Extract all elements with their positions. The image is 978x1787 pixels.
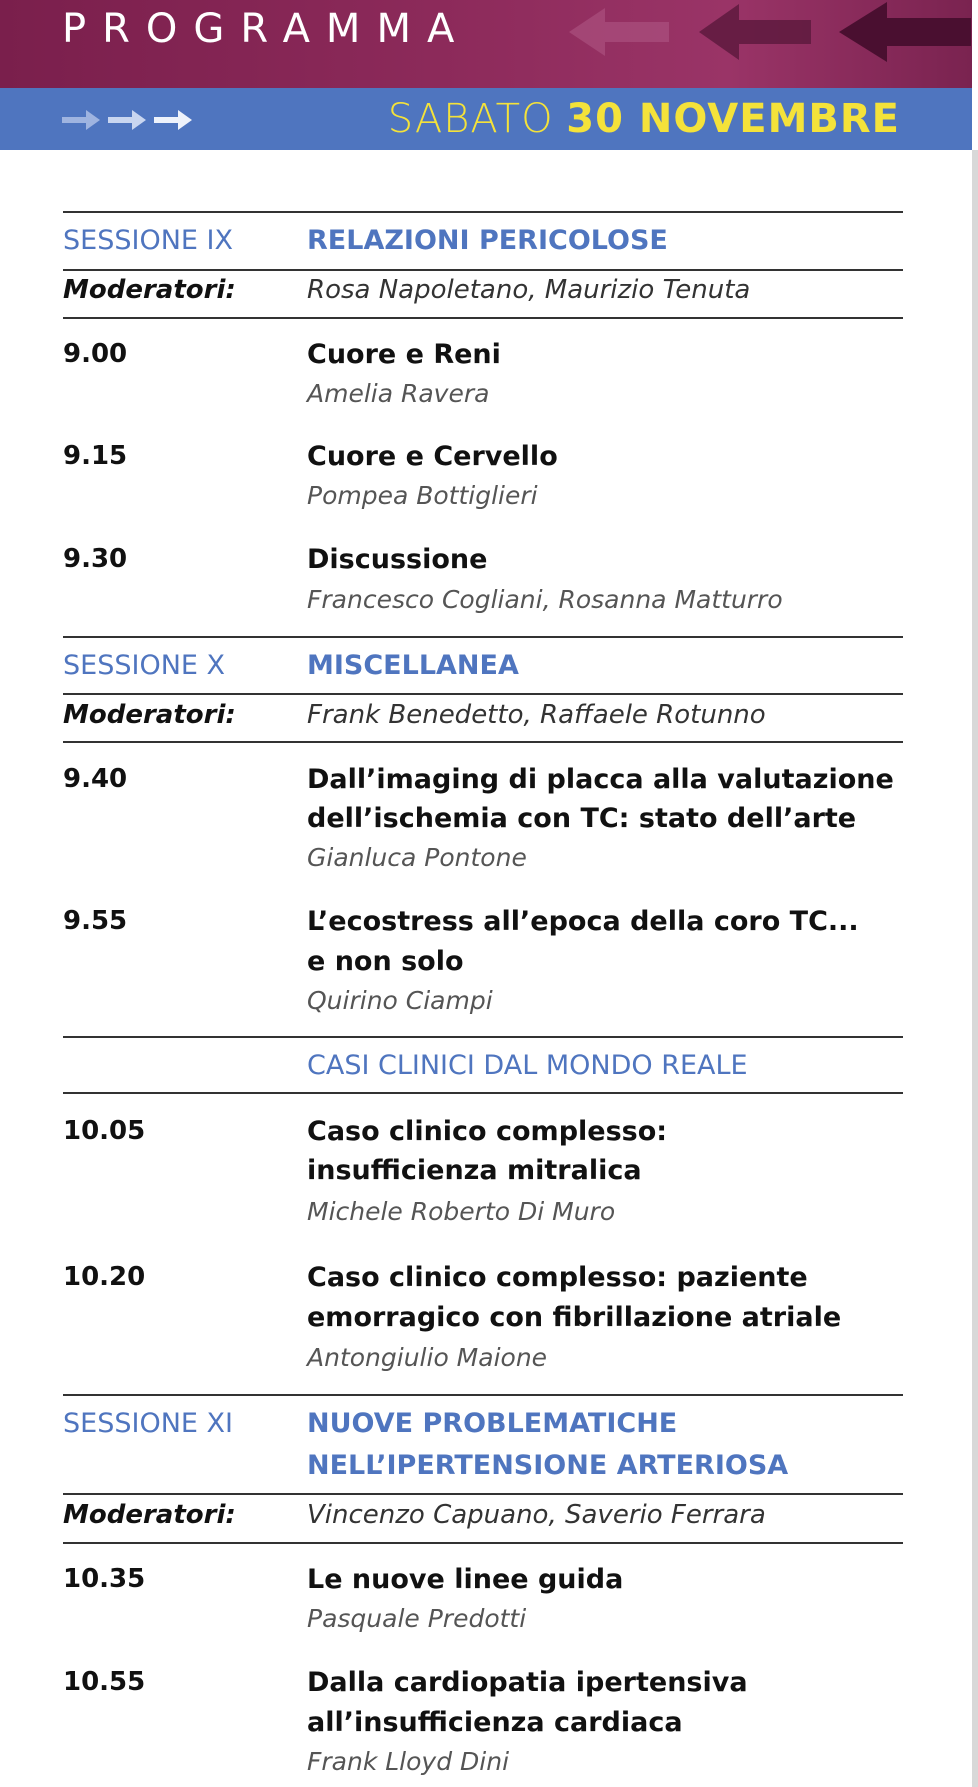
arrow-left-icon: [565, 0, 675, 88]
talk-speaker: Francesco Cogliani, Rosanna Matturro: [307, 585, 783, 614]
date-label: [388, 96, 900, 142]
moderators-names: Vincenzo Capuano, Saverio Ferrara: [307, 1500, 766, 1530]
talk-time: 9.40: [63, 764, 128, 794]
talk-time: 9.55: [63, 906, 128, 936]
session-title: NELL’IPERTENSIONE ARTERIOSA: [307, 1450, 789, 1481]
divider: [63, 1542, 903, 1544]
talk-speaker: Frank Lloyd Dini: [307, 1747, 510, 1776]
session-title: RELAZIONI PERICOLOSE: [307, 225, 668, 256]
section-title: CASI CLINICI DAL MONDO REALE: [307, 1050, 748, 1081]
talk-title: Caso clinico complesso: paziente: [307, 1262, 808, 1293]
date-bar: [0, 88, 972, 150]
arrow-left-icon: [695, 0, 815, 88]
arrow-left-icon: [835, 0, 972, 88]
session-title: NUOVE PROBLEMATICHE: [307, 1408, 678, 1439]
divider: [63, 636, 903, 638]
divider: [63, 211, 903, 213]
date-day: SABATO: [387, 96, 554, 142]
session-label: SESSIONE IX: [63, 225, 233, 256]
moderators-names: Frank Benedetto, Raffaele Rotunno: [307, 700, 766, 730]
talk-title: Dall’imaging di placca alla valutazione: [307, 764, 894, 795]
talk-speaker: Gianluca Pontone: [307, 843, 527, 872]
talk-title: Caso clinico complesso:: [307, 1116, 668, 1147]
divider: [63, 1036, 903, 1038]
talk-time: 10.55: [63, 1667, 146, 1697]
talk-speaker: Michele Roberto Di Muro: [307, 1197, 616, 1226]
moderators-names: Rosa Napoletano, Maurizio Tenuta: [307, 275, 751, 305]
moderators-label: Moderatori:: [63, 700, 236, 730]
talk-title: dell’ischemia con TC: stato dell’arte: [307, 803, 857, 834]
talk-title: e non solo: [307, 946, 464, 977]
talk-title: Le nuove linee guida: [307, 1564, 624, 1595]
talk-speaker: Pompea Bottiglieri: [307, 481, 538, 510]
divider: [63, 1092, 903, 1094]
moderators-label: Moderatori:: [63, 1500, 236, 1530]
arrow-right-icon: [60, 106, 200, 134]
programma-header: [0, 0, 972, 88]
session-label: SESSIONE X: [63, 650, 226, 681]
talk-title: emorragico con fibrillazione atriale: [307, 1302, 842, 1333]
moderators-label: Moderatori:: [63, 275, 236, 305]
talk-speaker: Pasquale Predotti: [307, 1604, 527, 1633]
talk-time: 10.35: [63, 1564, 146, 1594]
divider: [63, 741, 903, 743]
talk-speaker: Antongiulio Maione: [307, 1343, 548, 1372]
divider: [63, 317, 903, 319]
divider: [63, 1394, 903, 1396]
talk-speaker: Amelia Ravera: [307, 379, 490, 408]
talk-time: 9.30: [63, 544, 128, 574]
talk-speaker: Quirino Ciampi: [307, 986, 493, 1015]
session-label: SESSIONE XI: [63, 1408, 233, 1439]
talk-time: 10.20: [63, 1262, 146, 1292]
scrollbar[interactable]: [972, 150, 978, 1787]
talk-time: 10.05: [63, 1116, 146, 1146]
divider: [63, 693, 903, 695]
session-title: MISCELLANEA: [307, 650, 519, 681]
talk-time: 9.00: [63, 339, 128, 369]
talk-title: all’insufficienza cardiaca: [307, 1707, 683, 1738]
talk-title: Discussione: [307, 544, 488, 575]
talk-title: Dalla cardiopatia ipertensiva: [307, 1667, 748, 1698]
date-daymonth: 30 NOVEMBRE: [566, 96, 900, 142]
divider: [63, 269, 903, 271]
talk-title: L’ecostress all’epoca della coro TC...: [307, 906, 859, 937]
talk-title: Cuore e Reni: [307, 339, 501, 370]
talk-title: insufficienza mitralica: [307, 1155, 642, 1186]
talk-title: Cuore e Cervello: [307, 441, 558, 472]
page-title: PROGRAMMA: [62, 6, 471, 52]
talk-time: 9.15: [63, 441, 128, 471]
divider: [63, 1493, 903, 1495]
